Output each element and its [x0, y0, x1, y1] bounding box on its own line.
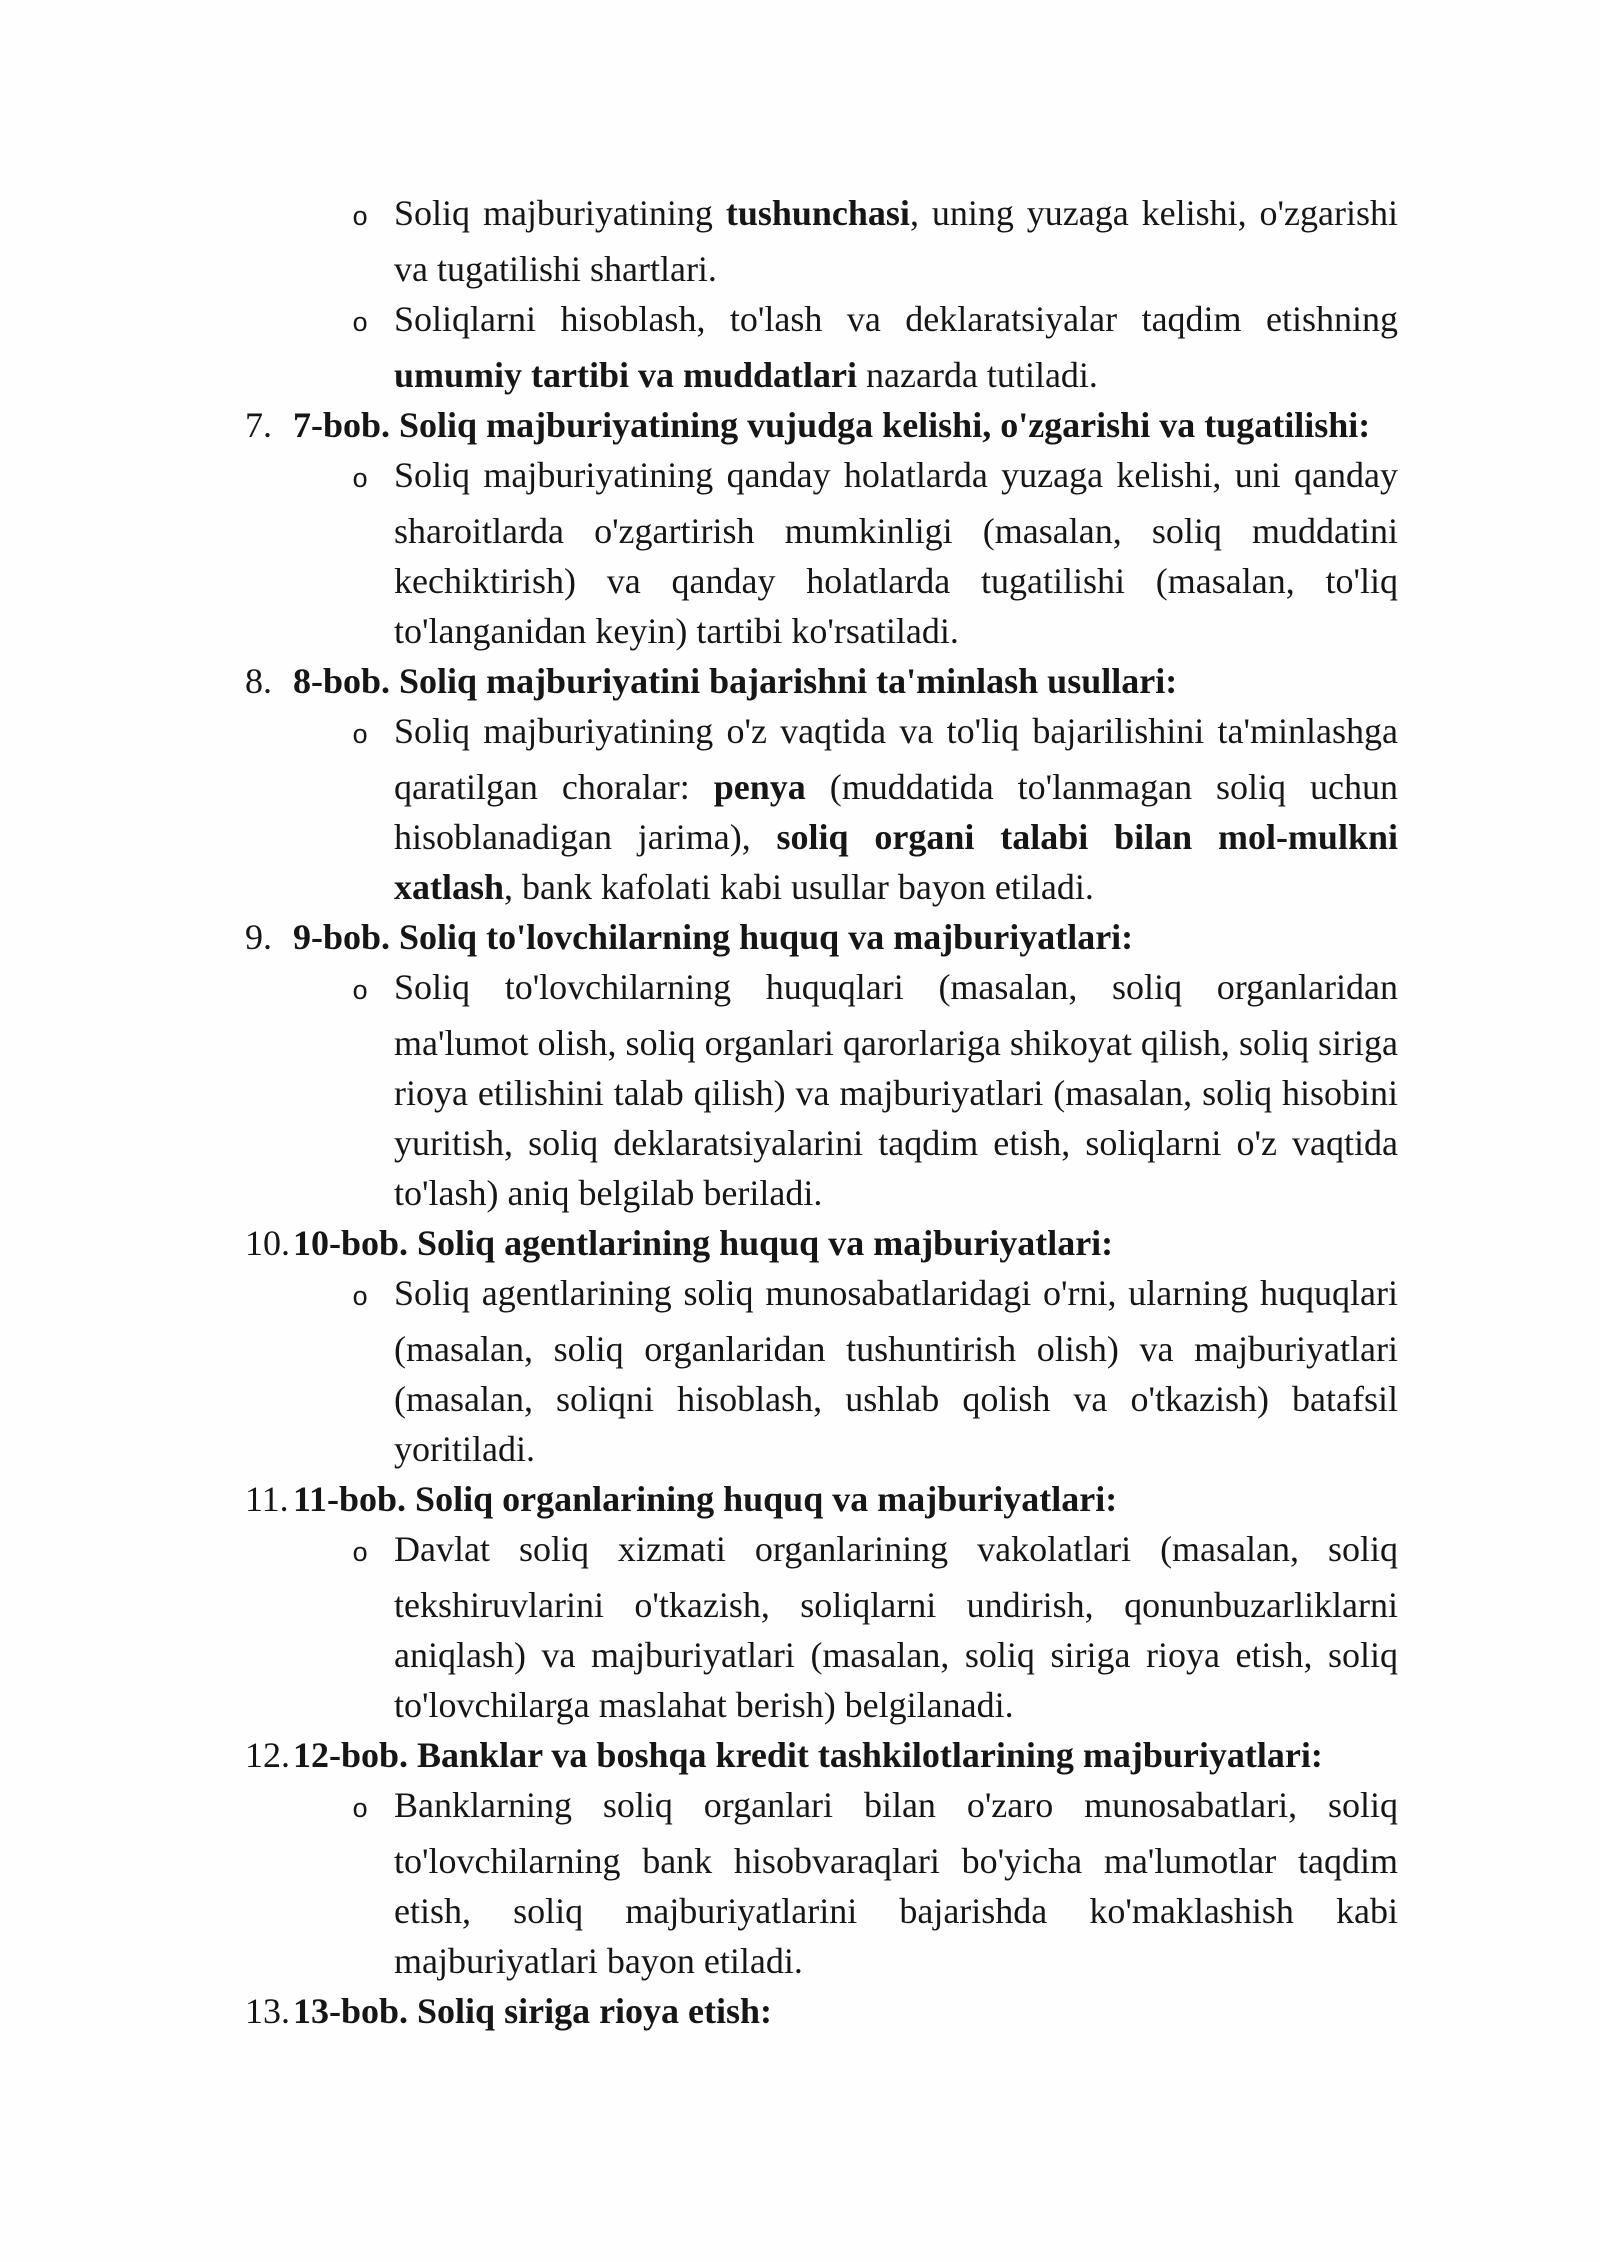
chapter-number: 10. [245, 1223, 290, 1263]
bullet-marker: o [352, 722, 369, 752]
chapter-title: 9-bob. Soliq to'lovchilarning huquq va majburiyatlari: [293, 917, 1134, 957]
sub-bullet-item [245, 962, 1398, 1218]
sub-bullet-item [245, 450, 1398, 656]
chapter-heading [245, 912, 1398, 962]
sub-bullet-item [245, 294, 1398, 400]
sub-bullet-item [245, 188, 1398, 294]
text-run: , bank kafolati kabi usullar bayon etiladi. [504, 867, 1094, 907]
document-body [245, 188, 1398, 2036]
bold-text-run: umumiy tartibi va muddatlari [394, 355, 858, 395]
bullet-marker: o [352, 204, 369, 234]
bullet-marker: o [352, 466, 369, 496]
bullet-marker: o [352, 310, 369, 340]
sub-bullet-item [245, 1780, 1398, 1986]
sub-bullet-item [245, 706, 1398, 912]
chapter-title: 8-bob. Soliq majburiyatini bajarishni ta'minlash usullari: [293, 661, 1178, 701]
chapter-number: 8. [245, 661, 272, 701]
text-run: Banklarning soliq organlari bilan o'zaro munosabatlari, soliq to'lovchilarning bank hisobvaraqlari bo'yicha ma'lumotlar taqdim etish, soliq majburiyatlarini bajarishda ko'maklashish kabi majburiyatlari bayon etiladi. [394, 1785, 1398, 1981]
text-run: Soliq majburiyatining [394, 193, 726, 233]
bold-text-run: soliq organi talabi bilan mol-mulkni xatlash [394, 817, 1398, 907]
sub-bullet-item [245, 1268, 1398, 1474]
chapter-heading [245, 656, 1398, 706]
chapter-title: 7-bob. Soliq majburiyatining vujudga kelishi, o'zgarishi va tugatilishi: [293, 405, 1371, 445]
chapter-title: 13-bob. Soliq siriga rioya etish: [293, 1991, 773, 2031]
text-run: Soliq agentlarining soliq munosabatlaridagi o'rni, ularning huquqlari (masalan, soliq organlaridan tushuntirish olish) va majburiyatlari (masalan, soliqni hisoblash, ushlab qolish va o'tkazish) batafsil yoritiladi. [394, 1273, 1398, 1469]
bullet-marker: o [352, 1284, 369, 1314]
chapter-heading [245, 1730, 1398, 1780]
text-run: (muddatida to'lanmagan soliq uchun hisoblanadigan jarima), [394, 767, 1398, 857]
text-run: , uning yuzaga kelishi, o'zgarishi va tugatilishi shartlari. [394, 193, 1398, 289]
chapter-number: 12. [245, 1735, 290, 1775]
text-run: Soliq majburiyatining o'z vaqtida va to'liq bajarilishini ta'minlashga qaratilgan choralar: [394, 711, 1398, 807]
bullet-marker: o [352, 1540, 369, 1570]
chapter-heading [245, 400, 1398, 450]
chapter-title: 12-bob. Banklar va boshqa kredit tashkilotlarining majburiyatlari: [293, 1735, 1323, 1775]
text-run: Soliq majburiyatining qanday holatlarda yuzaga kelishi, uni qanday sharoitlarda o'zgartirish mumkinligi (masalan, soliq muddatini kechiktirish) va qanday holatlarda tugatilishi (masalan, to'liq to'langanidan keyin) tartibi ko'rsatiladi. [394, 455, 1398, 651]
text-run: Soliq to'lovchilarning huquqlari (masalan, soliq organlaridan ma'lumot olish, soliq organlari qarorlariga shikoyat qilish, soliq siriga rioya etilishini talab qilish) va majburiyatlari (masalan, soliq hisobini yuritish, soliq deklaratsiyalarini taqdim etish, soliqlarni o'z vaqtida to'lash) aniq belgilab beriladi. [394, 967, 1398, 1213]
chapter-number: 7. [245, 405, 272, 445]
chapter-heading [245, 1474, 1398, 1524]
text-run: Davlat soliq xizmati organlarining vakolatlari (masalan, soliq tekshiruvlarini o'tkazish, soliqlarni undirish, qonunbuzarliklarni aniqlash) va majburiyatlari (masalan, soliq siriga rioya etish, soliq to'lovchilarga maslahat berish) belgilanadi. [394, 1529, 1398, 1725]
bold-text-run: penya [713, 767, 806, 807]
sub-bullet-item [245, 1524, 1398, 1730]
text-run: nazarda tutiladi. [857, 355, 1098, 395]
chapter-heading [245, 1218, 1398, 1268]
bullet-marker: o [352, 1796, 369, 1826]
bold-text-run: tushunchasi [725, 193, 910, 233]
chapter-title: 11-bob. Soliq organlarining huquq va majburiyatlari: [293, 1479, 1118, 1519]
chapter-number: 13. [245, 1991, 290, 2031]
chapter-number: 9. [245, 917, 272, 957]
chapter-title: 10-bob. Soliq agentlarining huquq va majburiyatlari: [293, 1223, 1114, 1263]
chapter-heading [245, 1986, 1398, 2036]
chapter-number: 11. [245, 1479, 289, 1519]
text-run: Soliqlarni hisoblash, to'lash va deklaratsiyalar taqdim etishning [394, 299, 1398, 339]
bullet-marker: o [352, 978, 369, 1008]
